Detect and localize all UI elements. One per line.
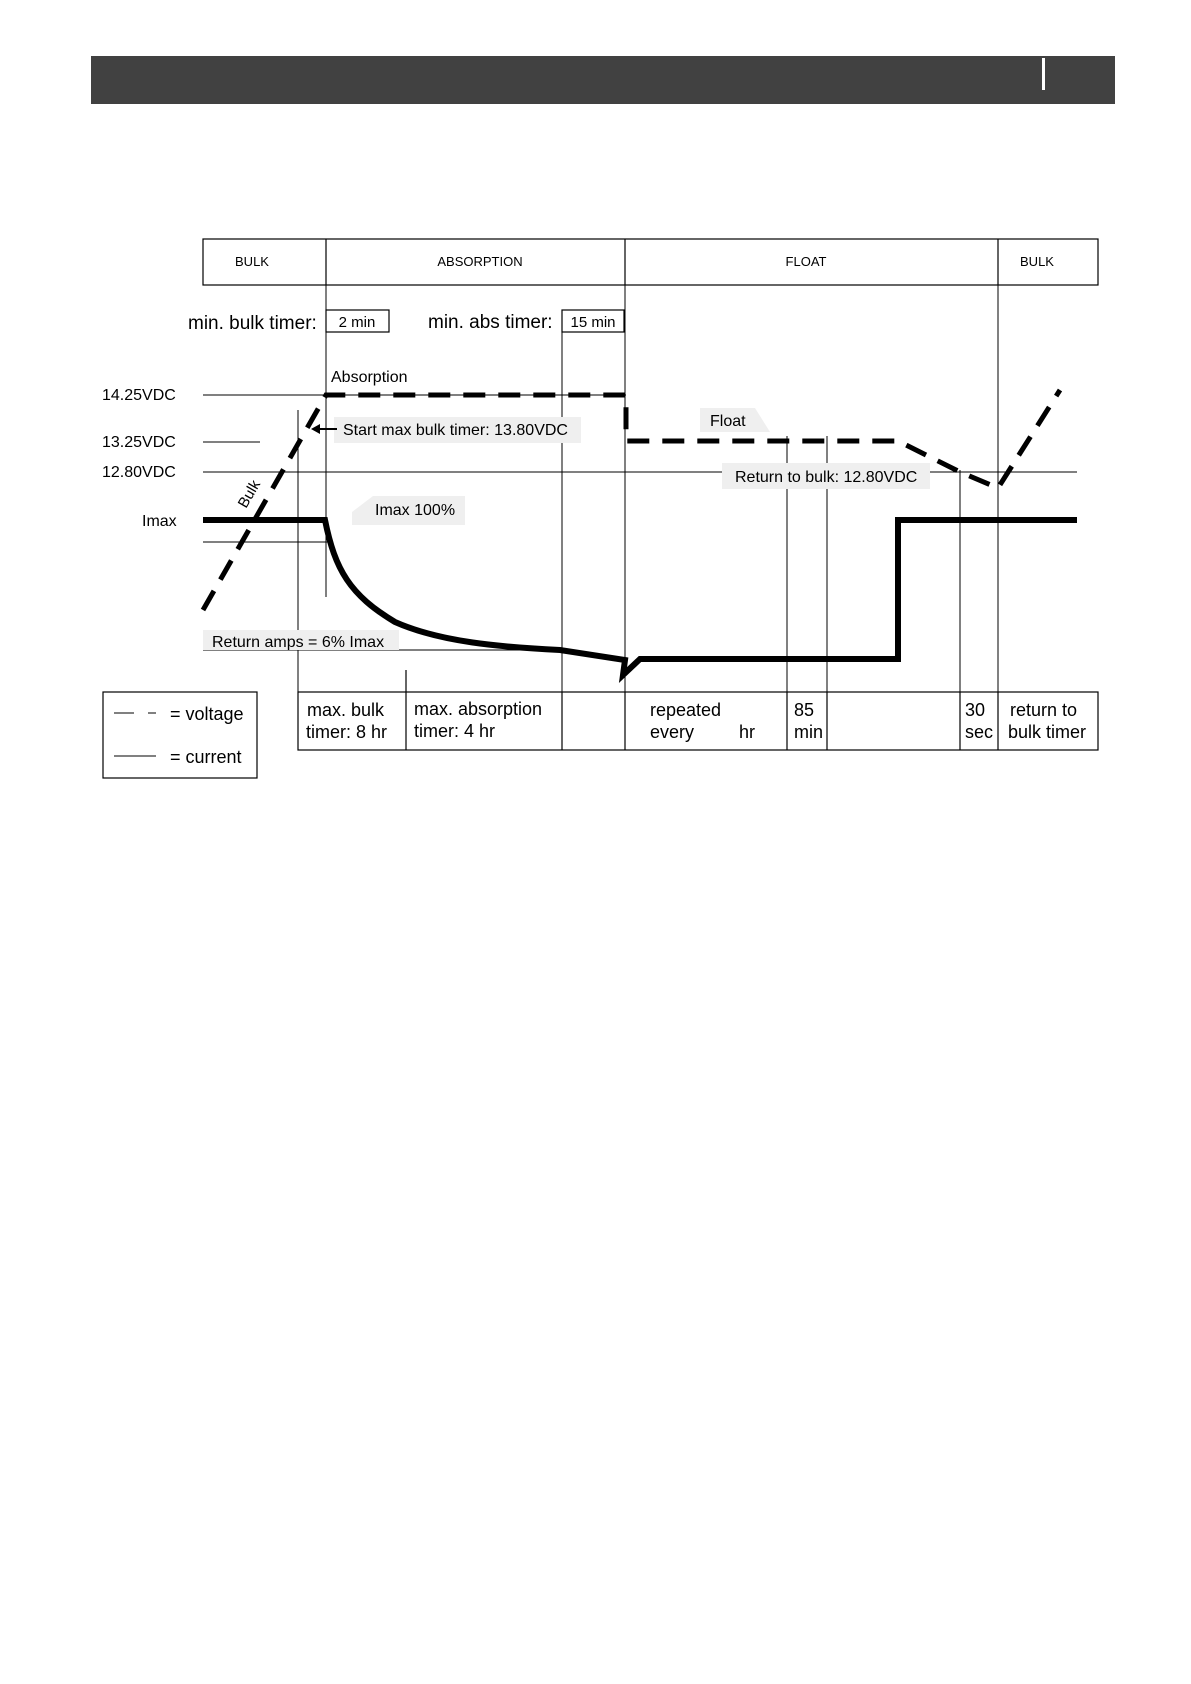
phase-label-bulk: BULK (235, 254, 269, 269)
cell-hr: hr (739, 722, 756, 742)
cell-max-abs-line1: max. absorption (414, 699, 543, 719)
phase-label-bulk-2: BULK (1020, 254, 1054, 269)
cell-85: 85 (794, 700, 815, 720)
cell-return-line1: return to (1010, 700, 1078, 720)
cell-max-abs-line2: timer: 4 hr (414, 721, 496, 741)
cell-30: 30 (965, 700, 986, 720)
y-label-13-25: 13.25VDC (102, 434, 176, 451)
cell-min: min (794, 722, 824, 742)
annotation-float: Float (710, 413, 746, 430)
cell-repeated: repeated (650, 700, 722, 720)
cell-every: every (650, 722, 695, 742)
legend-voltage-label: = voltage (170, 704, 244, 724)
voltage-curve (203, 390, 1060, 610)
annotation-return-amps: Return amps = 6% Imax (212, 634, 385, 651)
min-abs-timer-value: 15 min (570, 314, 616, 331)
phase-header (203, 239, 1098, 285)
y-label-14-25: 14.25VDC (102, 387, 176, 404)
y-label-imax: Imax (142, 513, 177, 530)
cell-return-line2: bulk timer (1008, 722, 1087, 742)
y-label-12-80: 12.80VDC (102, 464, 176, 481)
phase-label-absorption: ABSORPTION (437, 254, 523, 269)
annotation-absorption: Absorption (331, 369, 408, 386)
cell-max-bulk-line2: timer: 8 hr (306, 722, 388, 742)
min-abs-timer-label: min. abs timer: (428, 312, 553, 333)
cell-sec: sec (965, 722, 994, 742)
current-curve (203, 520, 1077, 675)
annotation-start-max-bulk: Start max bulk timer: 13.80VDC (343, 422, 568, 439)
annotation-imax-100: Imax 100% (375, 502, 456, 519)
start-max-bulk-arrowhead (311, 424, 320, 434)
cell-max-bulk-line1: max. bulk (307, 700, 385, 720)
phase-label-float: FLOAT (785, 254, 827, 269)
min-bulk-timer-value: 2 min (338, 314, 376, 331)
annotation-bulk: Bulk (234, 477, 265, 511)
annotation-return-to-bulk: Return to bulk: 12.80VDC (735, 469, 918, 486)
min-bulk-timer-label: min. bulk timer: (188, 313, 317, 334)
legend-current-label: = current (170, 747, 242, 767)
